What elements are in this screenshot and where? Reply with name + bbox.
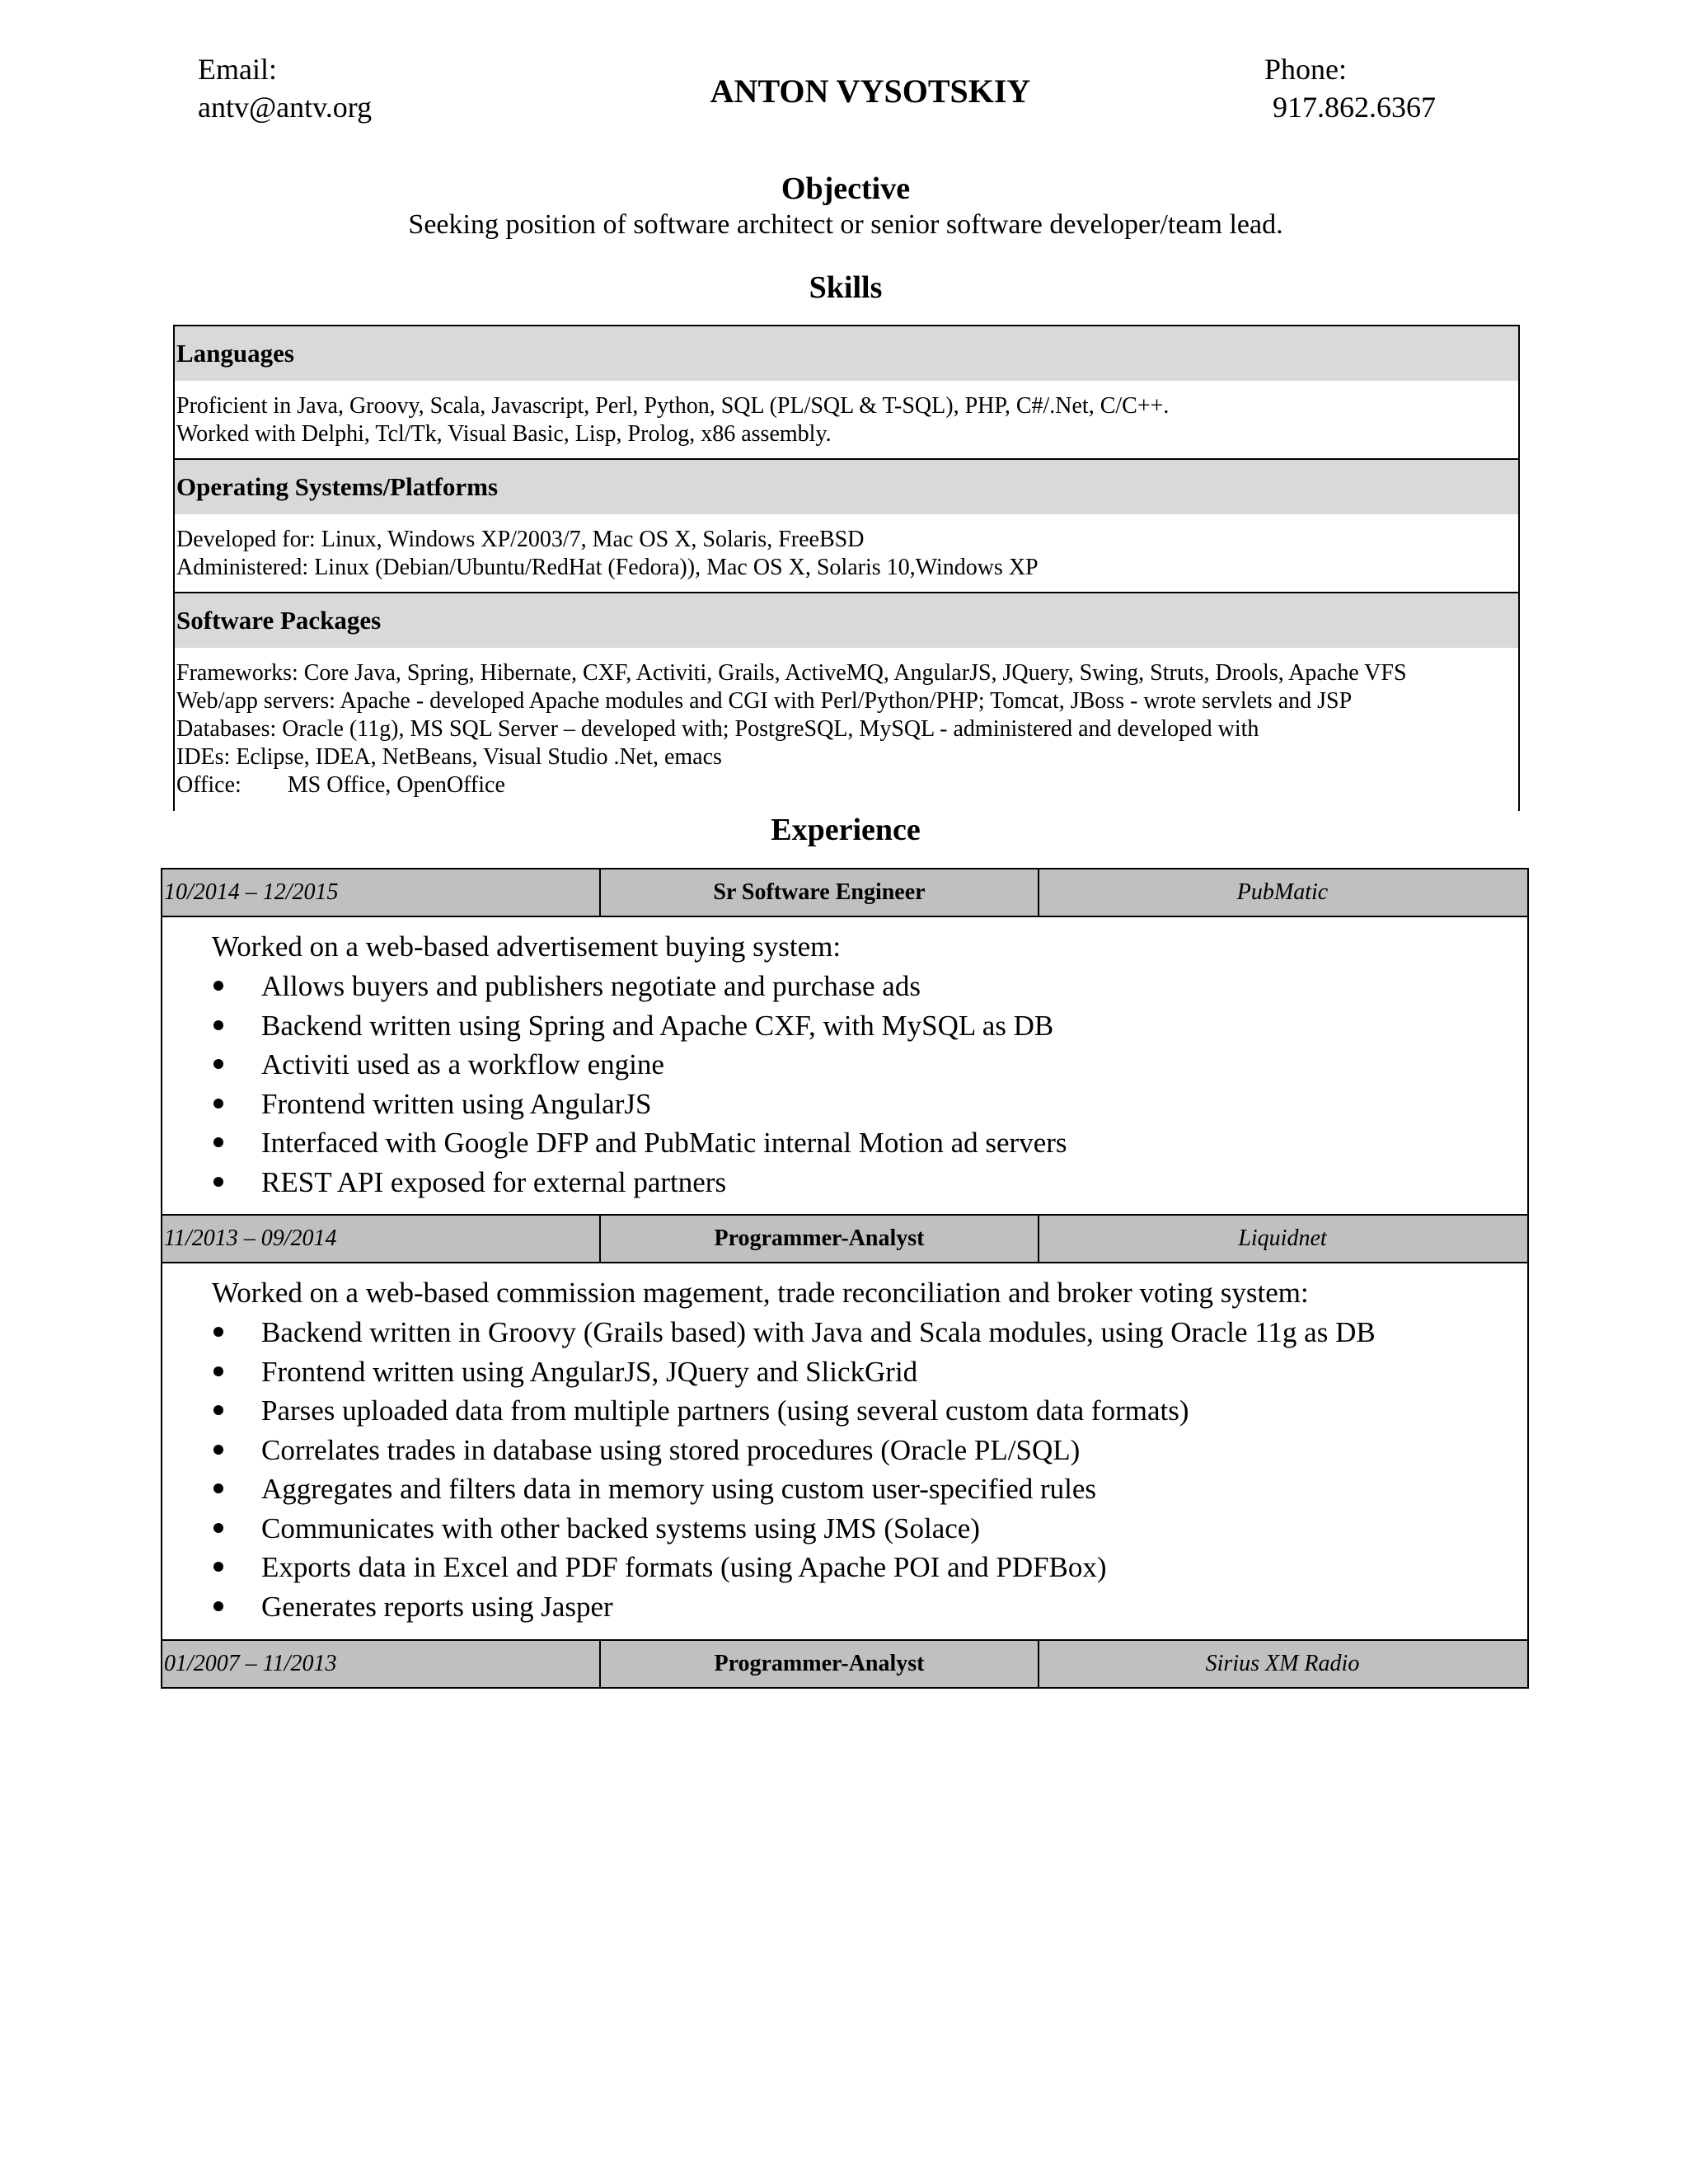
email-label: Email: <box>198 53 277 86</box>
bullet-text: Generates reports using Jasper <box>261 1590 613 1623</box>
list-item <box>212 1313 1376 1352</box>
job-header <box>161 1639 1529 1689</box>
email-address: antv@antv.org <box>198 91 373 124</box>
skills-heading: Skills <box>809 270 883 305</box>
bullet-icon <box>213 1059 223 1069</box>
objective-heading: Objective <box>781 171 911 206</box>
list-item <box>212 1085 1067 1124</box>
job-intro: Worked on a web-based advertisement buying system: <box>212 930 842 963</box>
bullet-icon <box>213 1601 223 1611</box>
list-item <box>212 1123 1067 1163</box>
job-company: Sirius XM Radio <box>1205 1651 1360 1676</box>
bullet-text: Parses uploaded data from multiple partners (using several custom data formats) <box>261 1394 1189 1427</box>
job-title: Sr Software Engineer <box>599 869 1039 916</box>
bullet-text: Correlates trades in database using stored procedures (Oracle PL/SQL) <box>261 1433 1081 1466</box>
skill-line: Worked with Delphi, Tcl/Tk, Visual Basic, Lisp, Prolog, x86 assembly. <box>176 421 832 447</box>
skill-line: Developed for: Linux, Windows XP/2003/7, Mac OS X, Solaris, FreeBSD <box>176 527 865 552</box>
skill-line: Administered: Linux (Debian/Ubuntu/RedHat (Fedora)), Mac OS X, Solaris 10,Windows XP <box>176 555 1039 580</box>
list-item <box>212 1431 1376 1470</box>
bullet-icon <box>213 1327 223 1337</box>
job-description <box>161 1263 1529 1641</box>
list-item <box>212 1391 1376 1431</box>
job-company: PubMatic <box>1236 879 1329 905</box>
list-item <box>212 1469 1376 1509</box>
skill-line: Web/app servers: Apache - developed Apache modules and CGI with Perl/Python/PHP; Tomcat, JBoss - wrote servlets and JSP <box>176 688 1353 714</box>
skill-line: Office: MS Office, OpenOffice <box>176 772 505 798</box>
job-title: Programmer-Analyst <box>599 1216 1039 1262</box>
list-item <box>212 1163 1067 1202</box>
list-item <box>212 1548 1376 1587</box>
phone-number: 917.862.6367 <box>1273 91 1436 124</box>
job-dates: 10/2014 – 12/2015 <box>164 879 339 905</box>
experience-heading: Experience <box>771 813 921 847</box>
list-item <box>212 1509 1376 1549</box>
objective-text: Seeking position of software architect or senior software developer/team lead. <box>408 209 1283 240</box>
bullet-icon <box>213 1099 223 1108</box>
bullet-text: Aggregates and filters data in memory using custom user-specified rules <box>261 1473 1097 1505</box>
skills-languages-heading: Languages <box>175 326 1518 381</box>
bullet-text: Backend written in Groovy (Grails based) with Java and Scala modules, using Oracle 11g as DB <box>261 1316 1376 1348</box>
bullet-text: Frontend written using AngularJS, JQuery and SlickGrid <box>261 1355 918 1388</box>
bullet-icon <box>213 1562 223 1572</box>
skills-os-heading: Operating Systems/Platforms <box>175 460 1518 514</box>
bullet-text: Allows buyers and publishers negotiate and purchase ads <box>261 970 921 1002</box>
bullet-text: REST API exposed for external partners <box>261 1165 727 1198</box>
bullet-icon <box>213 981 223 991</box>
bullet-icon <box>213 1523 223 1533</box>
list-item <box>212 967 1067 1006</box>
phone-label: Phone: <box>1264 53 1348 86</box>
job-bullet-list <box>212 1313 1376 1626</box>
list-item <box>212 1045 1067 1085</box>
job-company: Liquidnet <box>1238 1226 1327 1251</box>
bullet-text: Interfaced with Google DFP and PubMatic internal Motion ad servers <box>261 1127 1067 1159</box>
list-item <box>212 1006 1067 1046</box>
list-item <box>212 1587 1376 1627</box>
skill-line: Proficient in Java, Groovy, Scala, Javascript, Perl, Python, SQL (PL/SQL & T-SQL), PHP, C#/.Net, C/C++. <box>176 393 1170 419</box>
bullet-icon <box>213 1137 223 1147</box>
job-dates: 01/2007 – 11/2013 <box>164 1651 337 1676</box>
bullet-icon <box>213 1366 223 1376</box>
job-intro: Worked on a web-based commission magement, trade reconciliation and broker voting system: <box>212 1277 1309 1309</box>
skill-line: IDEs: Eclipse, IDEA, NetBeans, Visual Studio .Net, emacs <box>176 744 722 770</box>
job-bullet-list <box>212 967 1067 1202</box>
bullet-icon <box>213 1177 223 1187</box>
skill-line: Frameworks: Core Java, Spring, Hibernate, CXF, Activiti, Grails, ActiveMQ, AngularJS, JQuery, Swing, Struts, Drools, Apache VFS <box>176 660 1407 686</box>
skills-languages-body <box>175 392 1518 448</box>
skills-software-heading: Software Packages <box>175 593 1518 648</box>
bullet-icon <box>213 1020 223 1030</box>
bullet-icon <box>213 1483 223 1493</box>
bullet-text: Communicates with other backed systems using JMS (Solace) <box>261 1511 980 1544</box>
bullet-text: Backend written using Spring and Apache CXF, with MySQL as DB <box>261 1009 1054 1042</box>
skills-software-body <box>175 659 1518 799</box>
job-dates: 11/2013 – 09/2014 <box>164 1226 337 1251</box>
candidate-name: ANTON VYSOTSKIY <box>710 73 1031 110</box>
job-description <box>161 917 1529 1216</box>
bullet-text: Activiti used as a workflow engine <box>261 1048 664 1080</box>
list-item <box>212 1352 1376 1392</box>
skill-line: Databases: Oracle (11g), MS SQL Server – developed with; PostgreSQL, MySQL - administered and developed with <box>176 716 1259 742</box>
bullet-icon <box>213 1405 223 1415</box>
bullet-icon <box>213 1445 223 1455</box>
job-header <box>161 1214 1529 1263</box>
bullet-text: Frontend written using AngularJS <box>261 1087 652 1120</box>
bullet-text: Exports data in Excel and PDF formats (using Apache POI and PDFBox) <box>261 1551 1107 1583</box>
job-title: Programmer-Analyst <box>599 1641 1039 1687</box>
skills-table <box>173 325 1520 811</box>
job-header <box>161 868 1529 917</box>
skills-os-body <box>175 526 1518 582</box>
